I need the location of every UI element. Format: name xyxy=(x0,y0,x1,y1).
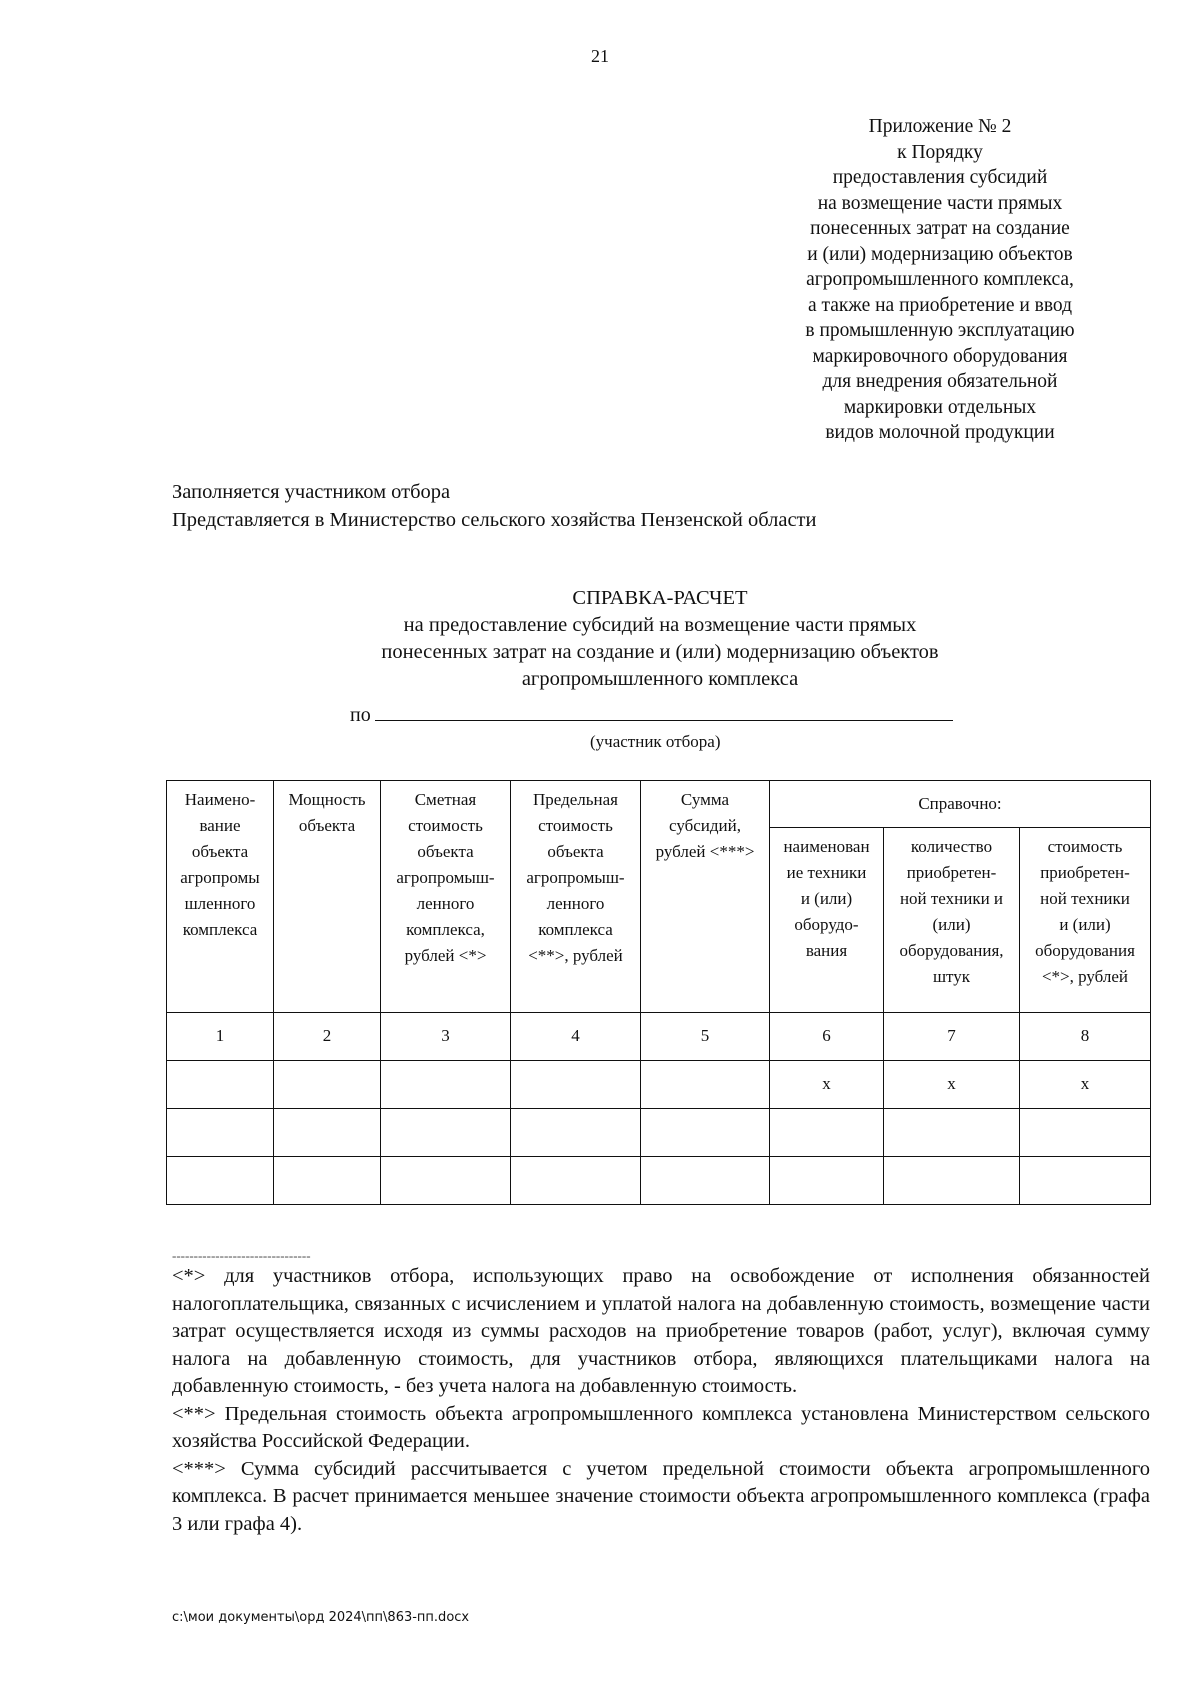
submitted-to-text: Представляется в Министерство сельского хозяйства Пензенской области xyxy=(172,509,817,531)
table-cell[interactable] xyxy=(167,1108,274,1156)
participant-caption: (участник отбора) xyxy=(590,732,721,751)
footnote-3: <***> Сумма субсидий рассчитывается с учетом предельной стоимости объекта агропромышленного комплекса. В расчет принимается меньшее значение стоимости объекта агропромышленного комплекса (графа 3 или графа 4). xyxy=(172,1457,1150,1535)
table-cell[interactable] xyxy=(381,1108,511,1156)
column-number: 4 xyxy=(511,1012,641,1060)
table-cell[interactable] xyxy=(167,1060,274,1108)
appendix-header xyxy=(780,114,1100,446)
appendix-line: маркировочного оборудования xyxy=(812,345,1068,367)
column-number: 1 xyxy=(167,1012,274,1060)
po-label: по xyxy=(350,704,371,726)
appendix-line: агропромышленного комплекса, xyxy=(806,269,1074,290)
footnote-2: <**> Предельная стоимость объекта агропромышленного комплекса установлена Министерством сельского хозяйства Российской Федерации. xyxy=(172,1402,1150,1452)
table-row xyxy=(167,1060,1151,1108)
appendix-line: на возмещение части прямых xyxy=(817,192,1063,214)
header-limit-cost: Предельная стоимость объекта агропромыш- ленного комплекса <**>, рублей xyxy=(511,781,641,1013)
table-cell[interactable] xyxy=(274,1156,381,1204)
table-row xyxy=(167,1108,1151,1156)
header-estimated-cost: Сметная стоимость объекта агропромыш- ленного комплекса, рублей <*> xyxy=(381,781,511,1013)
footnote-1: <*> для участников отбора, использующих право на освобождение от исполнения обязанностей налогоплательщика, связанных с исчислением и уплатой налога на добавленную стоимость, возмещение части затрат осуществляется исходя из суммы расходов на приобретение товаров (работ, услуг), включая сумму налога на добавленную стоимость, для участников отбора, являющихся плательщиками налога на добавленную стоимость, - без учета налога на добавленную стоимость. xyxy=(172,1265,1150,1397)
form-subtitle-line: понесенных затрат на создание и (или) модернизацию объектов xyxy=(381,641,939,663)
table-cell[interactable] xyxy=(511,1156,641,1204)
appendix-line: маркировки отдельных xyxy=(843,396,1037,418)
column-number: 7 xyxy=(884,1012,1020,1060)
column-number: 6 xyxy=(770,1012,884,1060)
appendix-line: и (или) модернизацию объектов xyxy=(807,243,1073,265)
table-cell[interactable] xyxy=(770,1156,884,1204)
table-cell[interactable] xyxy=(274,1108,381,1156)
form-subtitle-line: на предоставление субсидий на возмещение части прямых xyxy=(403,614,917,636)
appendix-line: а также на приобретение и ввод xyxy=(807,294,1073,316)
header-capacity: Мощность объекта xyxy=(274,781,381,1013)
header-equipment-quantity: количество приобретен- ной техники и (или) оборудования, штук xyxy=(884,828,1020,1012)
table-cell[interactable] xyxy=(167,1156,274,1204)
appendix-line: видов молочной продукции xyxy=(825,422,1055,443)
header-equipment-cost: стоимость приобретен- ной техники и (или) оборудования <*>, рублей xyxy=(1020,828,1151,1012)
form-instructions xyxy=(172,478,816,534)
file-path: c:\мои документы\орд 2024\пп\863-пп.docx xyxy=(172,1610,470,1625)
appendix-line: Приложение № 2 xyxy=(868,116,1012,137)
appendix-line: в промышленную эксплуатацию xyxy=(805,320,1075,341)
form-title-block xyxy=(0,585,1200,693)
header-reference: Справочно: xyxy=(770,781,1151,828)
form-subtitle-line: агропромышленного комплекса xyxy=(521,668,799,690)
table-cell: x xyxy=(770,1060,884,1108)
column-number: 5 xyxy=(641,1012,770,1060)
column-number: 3 xyxy=(381,1012,511,1060)
table-cell: x xyxy=(1020,1060,1151,1108)
participant-line xyxy=(350,702,953,727)
appendix-line: понесенных затрат на создание xyxy=(810,218,1070,239)
table-cell[interactable] xyxy=(884,1108,1020,1156)
footnote-separator: -------------------------------- xyxy=(172,1248,311,1263)
column-number: 2 xyxy=(274,1012,381,1060)
page-number: 21 xyxy=(591,46,609,66)
column-number: 8 xyxy=(1020,1012,1151,1060)
footnotes xyxy=(172,1263,1150,1538)
form-title: СПРАВКА-РАСЧЕТ xyxy=(572,587,748,609)
table-cell[interactable] xyxy=(381,1156,511,1204)
header-equipment-name: наименован ие техники и (или) оборудо- вания xyxy=(770,828,884,1012)
table-cell[interactable] xyxy=(381,1060,511,1108)
table-row xyxy=(167,1156,1151,1204)
table-cell[interactable] xyxy=(274,1060,381,1108)
table-cell[interactable] xyxy=(641,1060,770,1108)
filled-by-text: Заполняется участником отбора xyxy=(172,481,451,503)
calculation-table xyxy=(166,780,1151,1205)
table-cell[interactable] xyxy=(1020,1156,1151,1204)
appendix-line: для внедрения обязательной xyxy=(822,371,1058,392)
appendix-line: к Порядку xyxy=(897,141,983,163)
table-cell[interactable] xyxy=(641,1108,770,1156)
table-cell[interactable] xyxy=(1020,1108,1151,1156)
table-cell: x xyxy=(884,1060,1020,1108)
appendix-line: предоставления субсидий xyxy=(832,167,1048,188)
table-cell[interactable] xyxy=(511,1108,641,1156)
table-cell[interactable] xyxy=(641,1156,770,1204)
table-cell[interactable] xyxy=(770,1108,884,1156)
table-cell[interactable] xyxy=(884,1156,1020,1204)
participant-field[interactable] xyxy=(375,702,953,721)
header-subsidy-amount: Сумма субсидий, рублей <***> xyxy=(641,781,770,1013)
header-object-name: Наимено- вание объекта агропромы шленного комплекса xyxy=(167,781,274,1013)
table-cell[interactable] xyxy=(511,1060,641,1108)
